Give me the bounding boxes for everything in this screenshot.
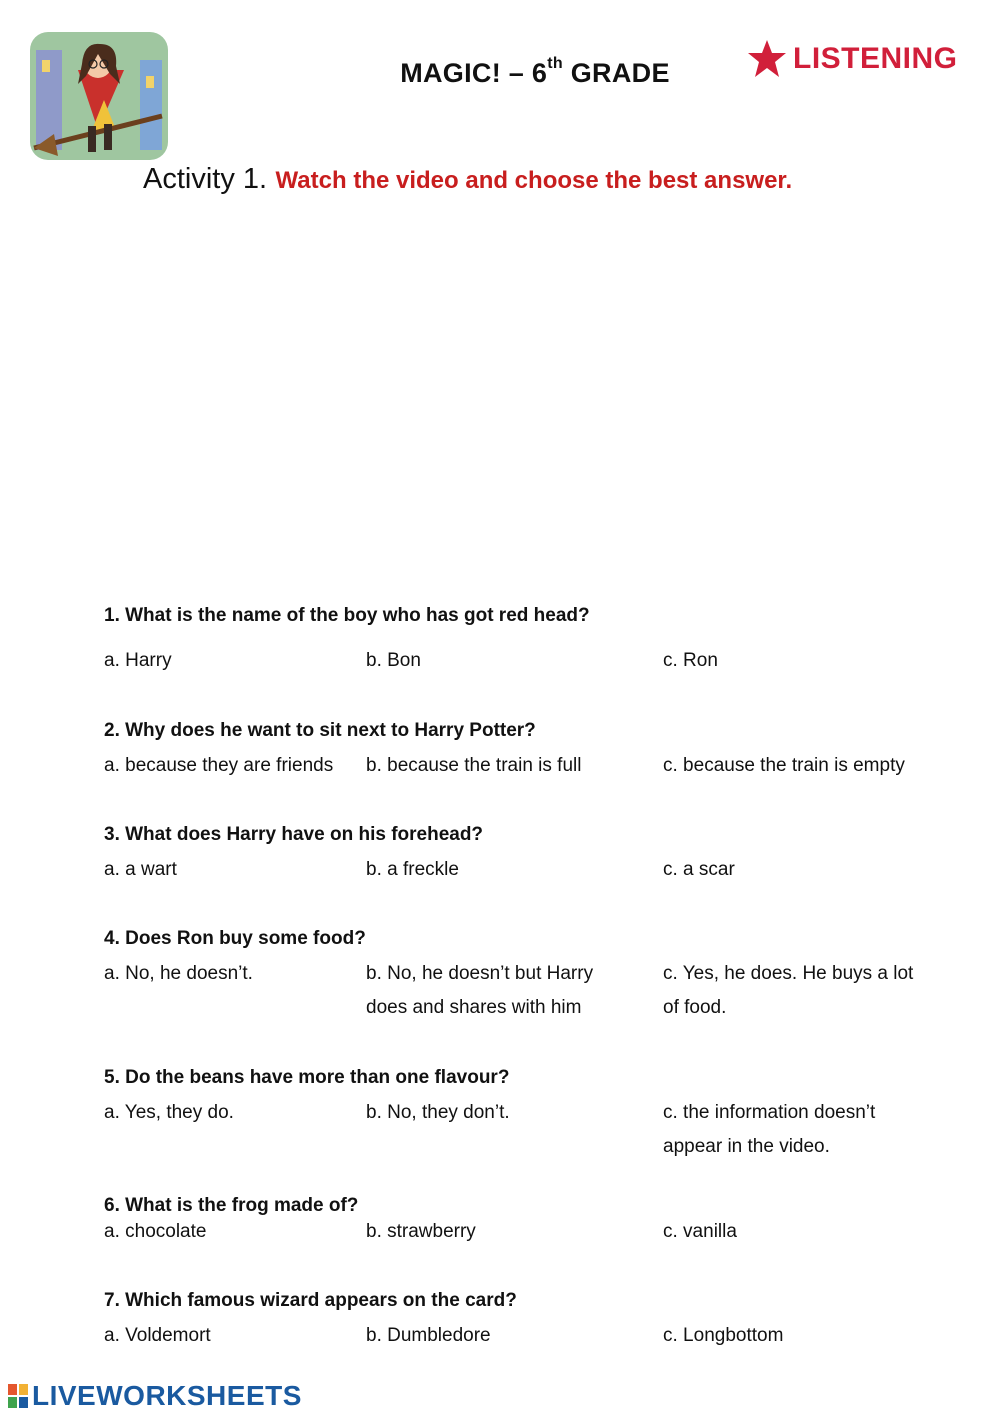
witch-avatar-image xyxy=(28,30,170,162)
q2-option-a[interactable]: a. because they are friends xyxy=(104,755,334,776)
question-6: 6. What is the frog made of? xyxy=(104,1195,359,1216)
title-end: GRADE xyxy=(562,58,670,88)
q5-option-c-line2: appear in the video. xyxy=(663,1136,830,1157)
q7-option-c[interactable]: c. Longbottom xyxy=(663,1325,784,1346)
q3-option-a[interactable]: a. a wart xyxy=(104,859,177,880)
q6-option-b[interactable]: b. strawberry xyxy=(366,1221,476,1242)
q6-option-a[interactable]: a. chocolate xyxy=(104,1221,207,1242)
question-1: 1. What is the name of the boy who has got red head? xyxy=(104,605,590,626)
listening-label: LISTENING xyxy=(793,42,958,75)
q1-option-b[interactable]: b. Bon xyxy=(366,650,421,671)
star-icon xyxy=(747,39,787,79)
q1-option-a[interactable]: a. Harry xyxy=(104,650,172,671)
q7-option-a[interactable]: a. Voldemort xyxy=(104,1325,211,1346)
q4-option-b-line2: does and shares with him xyxy=(366,997,582,1018)
q1-option-c[interactable]: c. Ron xyxy=(663,650,718,671)
title-superscript: th xyxy=(547,55,563,72)
q3-option-c[interactable]: c. a scar xyxy=(663,859,735,880)
activity-label: Activity 1. xyxy=(143,163,268,195)
q4-option-c-line2: of food. xyxy=(663,997,727,1018)
page-title xyxy=(340,55,730,89)
q4-option-b[interactable] xyxy=(366,957,593,1025)
q4-option-a[interactable]: a. No, he doesn’t. xyxy=(104,963,253,984)
question-3: 3. What does Harry have on his forehead? xyxy=(104,824,484,845)
question-2: 2. Why does he want to sit next to Harry Potter? xyxy=(104,720,536,741)
q4-option-b-line1: b. No, he doesn’t but Harry xyxy=(366,963,594,984)
q7-option-b[interactable]: b. Dumbledore xyxy=(366,1325,491,1346)
question-7: 7. Which famous wizard appears on the card? xyxy=(104,1290,517,1311)
activity-instruction: Watch the video and choose the best answer. xyxy=(275,167,793,194)
q4-option-c-line1: c. Yes, he does. He buys a lot xyxy=(663,963,914,984)
q5-option-b[interactable]: b. No, they don’t. xyxy=(366,1102,510,1123)
liveworksheets-footer xyxy=(8,1380,302,1412)
q5-option-a[interactable]: a. Yes, they do. xyxy=(104,1102,234,1123)
q3-option-b[interactable]: b. a freckle xyxy=(366,859,459,880)
q6-option-c[interactable]: c. vanilla xyxy=(663,1221,737,1242)
q2-option-b[interactable]: b. because the train is full xyxy=(366,755,582,776)
q4-option-c[interactable] xyxy=(663,957,913,1025)
q2-option-c[interactable]: c. because the train is empty xyxy=(663,755,905,776)
liveworksheets-logo-icon xyxy=(8,1384,28,1408)
q5-option-c[interactable] xyxy=(663,1096,875,1164)
question-4: 4. Does Ron buy some food? xyxy=(104,928,366,949)
listening-badge xyxy=(747,38,958,80)
title-main: MAGIC! – 6 xyxy=(400,58,548,88)
question-5: 5. Do the beans have more than one flavour? xyxy=(104,1067,510,1088)
activity-heading xyxy=(143,163,792,196)
q5-option-c-line1: c. the information doesn’t xyxy=(663,1102,876,1123)
liveworksheets-brand: LIVEWORKSHEETS xyxy=(32,1380,302,1411)
